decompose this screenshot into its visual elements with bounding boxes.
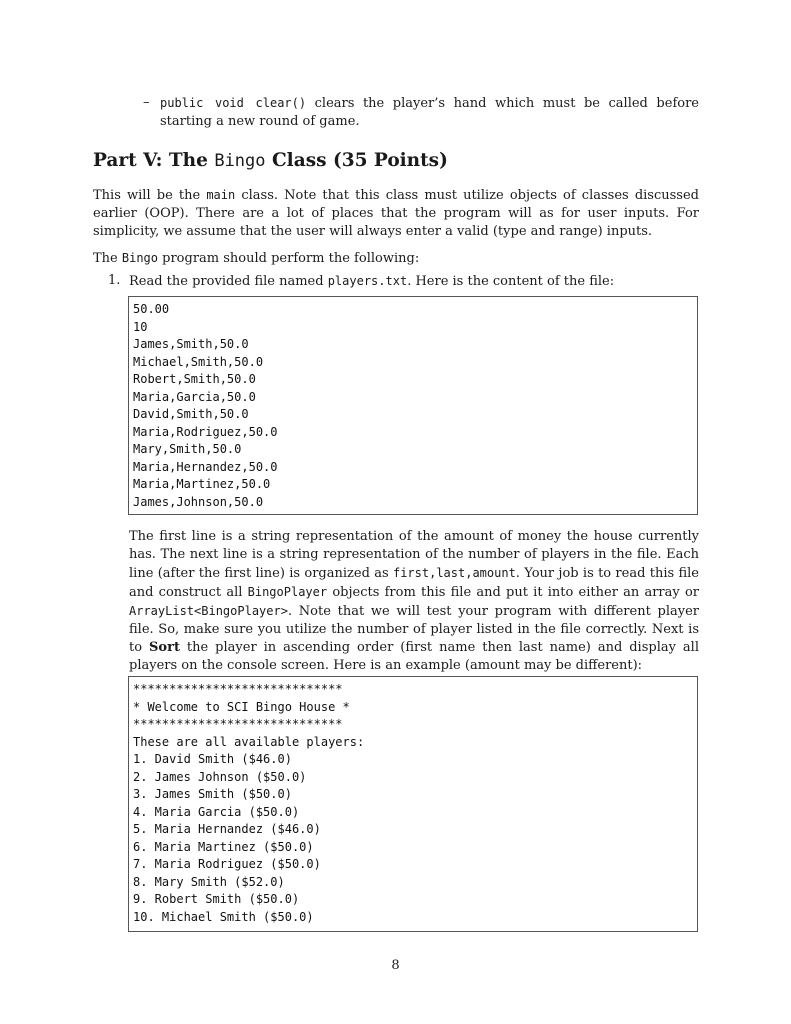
console-line: 7. Maria Rodriguez ($50.0) [133,857,321,871]
desc-class-code: BingoPlayer [247,585,328,599]
file-line: Maria,Rodriguez,50.0 [133,424,278,439]
intro-text-a: This will be the [93,188,207,203]
program-line-a: The [93,251,122,266]
console-output-box [128,676,698,932]
file-line: Michael,Smith,50.0 [133,354,264,369]
console-line: 9. Robert Smith ($50.0) [133,892,300,906]
desc-text-2: . Your job is to read this file and construct all [129,566,699,600]
console-line: 1. David Smith ($46.0) [133,752,292,766]
file-line: David,Smith,50.0 [133,407,249,421]
desc-text-5: the player in ascending order (first name then last name) and display all players on the console screen. Here is an example (amount may be different): [129,640,699,673]
clear-method-signature: public void clear() [160,96,307,110]
players-file-name: players.txt [327,274,408,288]
bullet-dash: – [143,95,150,110]
console-output [129,677,697,926]
console-line: 5. Maria Hernandez ($46.0) [133,822,321,836]
console-line: ***************************** [133,682,343,696]
console-line: 4. Maria Garcia ($50.0) [133,804,300,819]
step-1-item [108,272,699,291]
bullet-body [160,94,699,131]
console-line: 2. James Johnson ($50.0) [133,769,307,784]
intro-paragraph [93,186,699,241]
intro-main-keyword: main [206,188,236,202]
step-1-text-a: Read the provided file named [129,274,328,289]
heading-prefix: Part V: The [93,150,215,171]
console-line: 10. Michael Smith ($50.0) [133,909,314,924]
program-line-b: program should perform the following: [158,251,420,266]
desc-text-4: . Note that we will test your program with different player file. So, make sure you utilize the number of player listed in the file correctly. Next is to [129,604,699,655]
heading-class-name: Bingo [214,151,266,171]
clear-method-description: clears the player’s hand which must be called before starting a new round of game. [160,96,699,129]
program-line-class: Bingo [121,251,158,265]
console-line: 6. Maria Martinez ($50.0) [133,839,314,854]
players-file-content [129,297,697,511]
console-line: These are all available players: [133,734,365,749]
file-line: James,Johnson,50.0 [133,494,264,509]
desc-text-3: objects from this file and put it into either an array or [327,585,699,600]
desc-sort-bold: Sort [149,640,180,655]
console-line: 8. Mary Smith ($52.0) [133,874,285,889]
page-number: 8 [391,958,400,973]
step-1-text [129,272,699,291]
file-line: Mary,Smith,50.0 [133,442,242,456]
intro-text-b: class. Note that this class must utilize objects of classes discussed earlier (OOP). There are a lot of places that the program will as for user inputs. For simplicity, we assume that the user will always enter a valid (type and range) inputs. [93,188,699,239]
file-line: James,Smith,50.0 [133,337,249,351]
section-heading [93,150,448,171]
file-line: Maria,Garcia,50.0 [133,389,256,404]
file-line: Maria,Martinez,50.0 [133,477,271,491]
players-file-content-box [128,296,698,515]
step-1-text-b: . Here is the content of the file: [407,274,615,289]
console-line: * Welcome to SCI Bingo House * [133,699,350,714]
heading-suffix: Class (35 Points) [265,150,448,171]
clear-method-bullet [143,94,699,131]
desc-format-code: first,last,amount [392,566,516,580]
desc-text-1: The first line is a string representation of the amount of money the house currently has. The next line is a string representation of the number of players in the file. Each line (after the first line) is organized as [129,529,699,581]
desc-arraylist-code: ArrayList<BingoPlayer> [129,604,288,618]
step-number: 1. [108,273,121,288]
file-line: Maria,Hernandez,50.0 [133,459,278,474]
file-line: 50.00 [133,302,170,316]
file-line: 10 [133,319,148,334]
program-steps-intro [93,249,699,268]
file-line: Robert,Smith,50.0 [133,372,256,386]
console-line: ***************************** [133,717,343,731]
console-line: 3. James Smith ($50.0) [133,787,292,801]
file-description-paragraph [129,528,699,675]
